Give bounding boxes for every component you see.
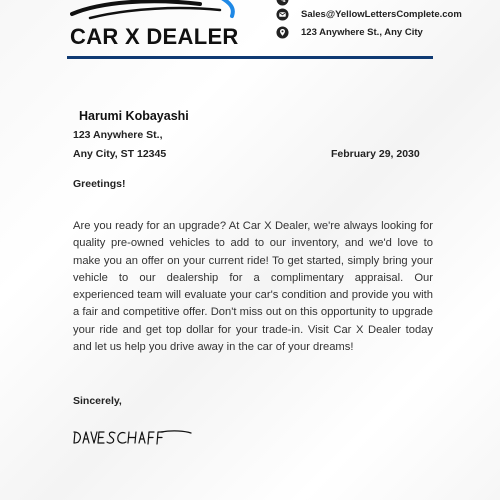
- recipient-city: Any City, ST 12345: [73, 148, 167, 160]
- recipient-name: Harumi Kobayashi: [79, 109, 189, 123]
- brand-name: CAR X DEALER: [70, 24, 239, 49]
- signature: [73, 428, 193, 448]
- contact-email[interactable]: [275, 7, 462, 21]
- letter-date: February 29, 2030: [331, 148, 420, 160]
- email-text[interactable]: Sales@YellowLettersComplete.com: [301, 8, 462, 20]
- letter-body: Are you ready for an upgrade? At Car X Dealer, we're always looking for quality pre-owned vehicles to add to our inventory, and we'd love to make you an offer on your current ride! To get started, simply bring your vehicle to our dealership for a complimentary appraisal. Our experienced team will evaluate your car's condition and provide you with a fair and competitive offer. Don't miss out on this opportunity to upgrade your ride and get top dollar for your trade-in. Visit Car X Dealer today and let us help you drive away in the car of your dreams!: [73, 220, 433, 354]
- location-pin-icon: [275, 25, 289, 39]
- greeting: Greetings!: [73, 178, 126, 190]
- closing: Sincerely,: [73, 395, 122, 407]
- phone-icon: [275, 0, 289, 6]
- contact-phone: [275, 0, 301, 6]
- email-icon: [275, 7, 289, 21]
- car-logo-icon: [70, 0, 250, 20]
- contact-address: [275, 25, 423, 39]
- header-divider: [67, 56, 433, 59]
- recipient-street: 123 Anywhere St.,: [73, 129, 163, 141]
- address-text: 123 Anywhere St., Any City: [301, 26, 423, 38]
